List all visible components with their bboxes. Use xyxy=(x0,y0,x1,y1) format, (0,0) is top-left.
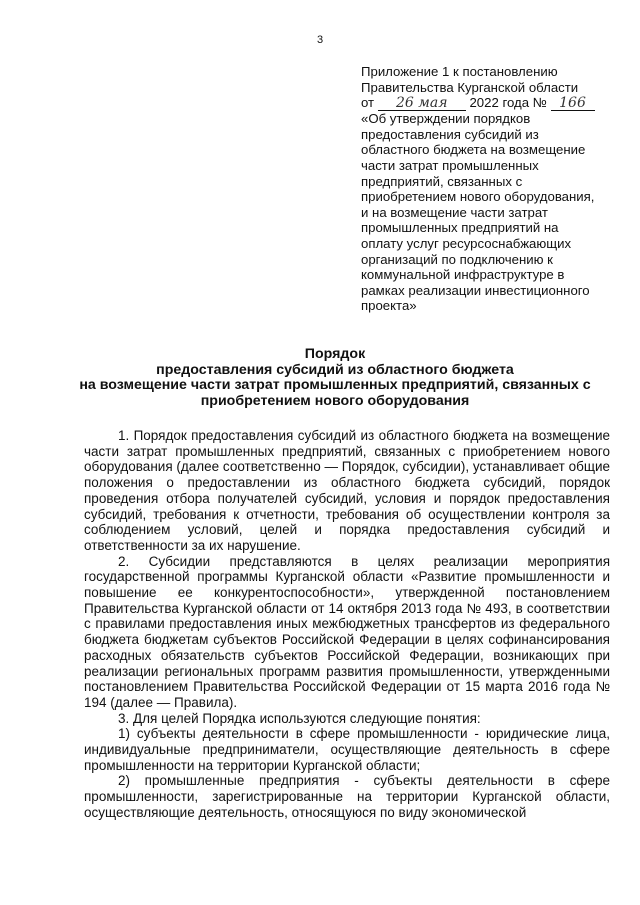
appendix-subject-line: коммунальной инфраструктуре в xyxy=(361,267,565,283)
handwritten-date: 26 мая xyxy=(378,97,466,111)
paragraph-1: 1. Порядок предоставления субсидий из областного бюджета на возмещение части затрат промышленных предприятий, связанных с приобретением нового оборудования (далее соответственно — Порядок, субсидии), устанавливает общие положения о предоставлении из областного бюджета субсидий, порядок проведения отбора получателей субсидий, условия и порядок предоставления субсидий, требования к отчетности, требования об осуществлении контроля за соблюдением условий, целей и порядка предоставления субсидий и ответственности за их нарушение. xyxy=(84,428,610,553)
appendix-subject-line: и на возмещение части затрат xyxy=(361,204,548,220)
appendix-date-line xyxy=(361,95,611,111)
appendix-subject-line: областного бюджета на возмещение xyxy=(361,142,586,158)
appendix-subject-line: проекта» xyxy=(361,298,417,314)
document-title xyxy=(60,347,610,409)
appendix-subject-line: оплату услуг ресурсоснабжающих xyxy=(361,235,572,251)
from-prefix: от xyxy=(361,95,375,111)
appendix-subject-line: предоставления субсидий из xyxy=(361,126,539,142)
appendix-subject-line: предприятий, связанных с xyxy=(361,173,523,189)
appendix-line: Приложение 1 к постановлению xyxy=(361,64,558,79)
paragraph-3-item-1: 1) субъекты деятельности в сфере промышленности - юридические лица, индивидуальные предприниматели, осуществляющие деятельность в сфере промышленности на территории Курганской области; xyxy=(84,726,610,773)
paragraph-3-item-2: 2) промышленные предприятия - субъекты деятельности в сфере промышленности, зарегистрированные на территории Курганской области, осуществляющие деятельность, относящуюся по виду экономической xyxy=(84,773,610,820)
title-line: на возмещение части затрат промышленных предприятий, связанных с xyxy=(79,377,591,394)
handwritten-number: 166 xyxy=(551,97,595,111)
title-line: предоставления субсидий из областного бюджета xyxy=(156,361,514,378)
appendix-subject-line: организаций по подключению к xyxy=(361,251,553,267)
title-line: Порядок xyxy=(304,346,366,362)
year-text: 2022 года № xyxy=(469,95,547,111)
appendix-subject-line: «Об утверждении порядков xyxy=(361,111,531,127)
title-line: приобретением нового оборудования xyxy=(200,392,470,409)
appendix-line: Правительства Курганской области xyxy=(361,79,579,95)
paragraph-3: 3. Для целей Порядка используются следующие понятия: xyxy=(118,710,481,726)
appendix-subject-line: приобретением нового оборудования, xyxy=(361,189,595,205)
document-body xyxy=(84,428,610,821)
appendix-subject-line: рамках реализации инвестиционного xyxy=(361,282,590,298)
page-number: 3 xyxy=(316,34,324,46)
appendix-subject-line: промышленных предприятий на xyxy=(361,220,559,236)
appendix-block xyxy=(361,64,611,314)
appendix-subject-line: части затрат промышленных xyxy=(361,157,539,173)
paragraph-2: 2. Субсидии представляются в целях реализации мероприятия государственной программы Курганской области «Развитие промышленности и повышение ее конкурентоспособности», утвержденной постановлением Правительства Курганской области от 14 октября 2013 года № 493, в соответствии с правилами предоставления иных межбюджетных трансфертов из федерального бюджета бюджетам субъектов Российской Федерации в целях софинансирования расходных обязательств субъектов Российской Федерации, возникающих при реализации региональных программ развития промышленности, утвержденными постановлением Правительства Российской Федерации от 15 марта 2016 года № 194 (далее — Правила). xyxy=(84,553,610,710)
